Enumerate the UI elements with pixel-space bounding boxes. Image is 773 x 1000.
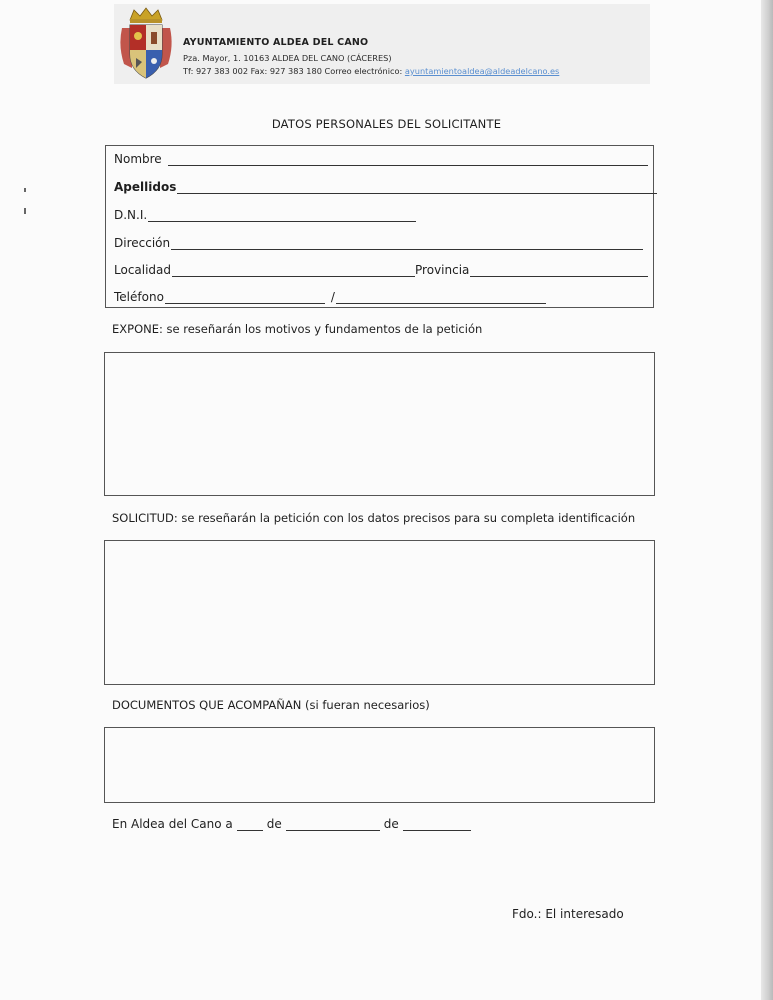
localidad-label: Localidad xyxy=(114,263,172,277)
personal-data-box xyxy=(105,145,654,308)
signature-label: Fdo.: El interesado xyxy=(512,907,624,921)
telefono-row xyxy=(114,290,546,304)
direccion-field[interactable] xyxy=(171,237,643,250)
scan-speck xyxy=(24,188,26,192)
apellidos-field[interactable] xyxy=(177,181,657,194)
dni-label: D.N.I. xyxy=(114,208,148,222)
telefono-field-1[interactable] xyxy=(165,291,325,304)
scan-speck xyxy=(24,208,26,214)
provincia-label: Provincia xyxy=(415,263,470,277)
solicitud-caption: SOLICITUD: se reseñarán la petición con los datos precisos para su completa identificación xyxy=(112,511,636,525)
nombre-field[interactable] xyxy=(168,153,648,166)
day-field[interactable] xyxy=(237,818,263,831)
apellidos-label: Apellidos xyxy=(114,180,177,194)
nombre-label: Nombre xyxy=(114,152,162,166)
form-title: DATOS PERSONALES DEL SOLICITANTE xyxy=(271,117,502,131)
date-line xyxy=(112,817,475,831)
nombre-row xyxy=(114,152,648,166)
expone-caption: EXPONE: se reseñarán los motivos y fundamentos de la petición xyxy=(112,322,483,336)
direccion-label: Dirección xyxy=(114,236,171,250)
scan-edge-shadow xyxy=(761,0,773,1000)
telefono-label: Teléfono xyxy=(114,290,164,304)
date-de-2: de xyxy=(383,817,399,831)
letterhead xyxy=(114,4,650,84)
telefono-field-2[interactable] xyxy=(336,291,546,304)
org-name: AYUNTAMIENTO ALDEA DEL CANO xyxy=(183,37,369,48)
org-contact xyxy=(183,66,559,76)
apellidos-row xyxy=(114,180,657,194)
date-de-1: de xyxy=(266,817,282,831)
provincia-field[interactable] xyxy=(470,264,648,277)
localidad-row xyxy=(114,263,648,277)
localidad-field[interactable] xyxy=(172,264,415,277)
month-field[interactable] xyxy=(286,818,380,831)
year-field[interactable] xyxy=(403,818,471,831)
expone-box[interactable] xyxy=(104,352,655,496)
org-address: Pza. Mayor, 1. 10163 ALDEA DEL CANO (CÁCERES) xyxy=(183,53,392,63)
dni-field[interactable] xyxy=(148,209,416,222)
coat-of-arms-icon xyxy=(116,6,176,82)
date-prefix: En Aldea del Cano a xyxy=(112,817,233,831)
dni-row xyxy=(114,208,416,222)
documentos-caption: DOCUMENTOS QUE ACOMPAÑAN (si fueran necesarios) xyxy=(112,698,430,712)
solicitud-box[interactable] xyxy=(104,540,655,685)
email-link[interactable]: ayuntamientoaldea@aldeadelcano.es xyxy=(404,66,560,76)
direccion-row xyxy=(114,236,643,250)
telefono-separator: / xyxy=(330,290,335,304)
documentos-box[interactable] xyxy=(104,727,655,803)
contact-numbers: Tf: 927 383 002 Fax: 927 383 180 Correo electrónico: xyxy=(183,66,405,76)
